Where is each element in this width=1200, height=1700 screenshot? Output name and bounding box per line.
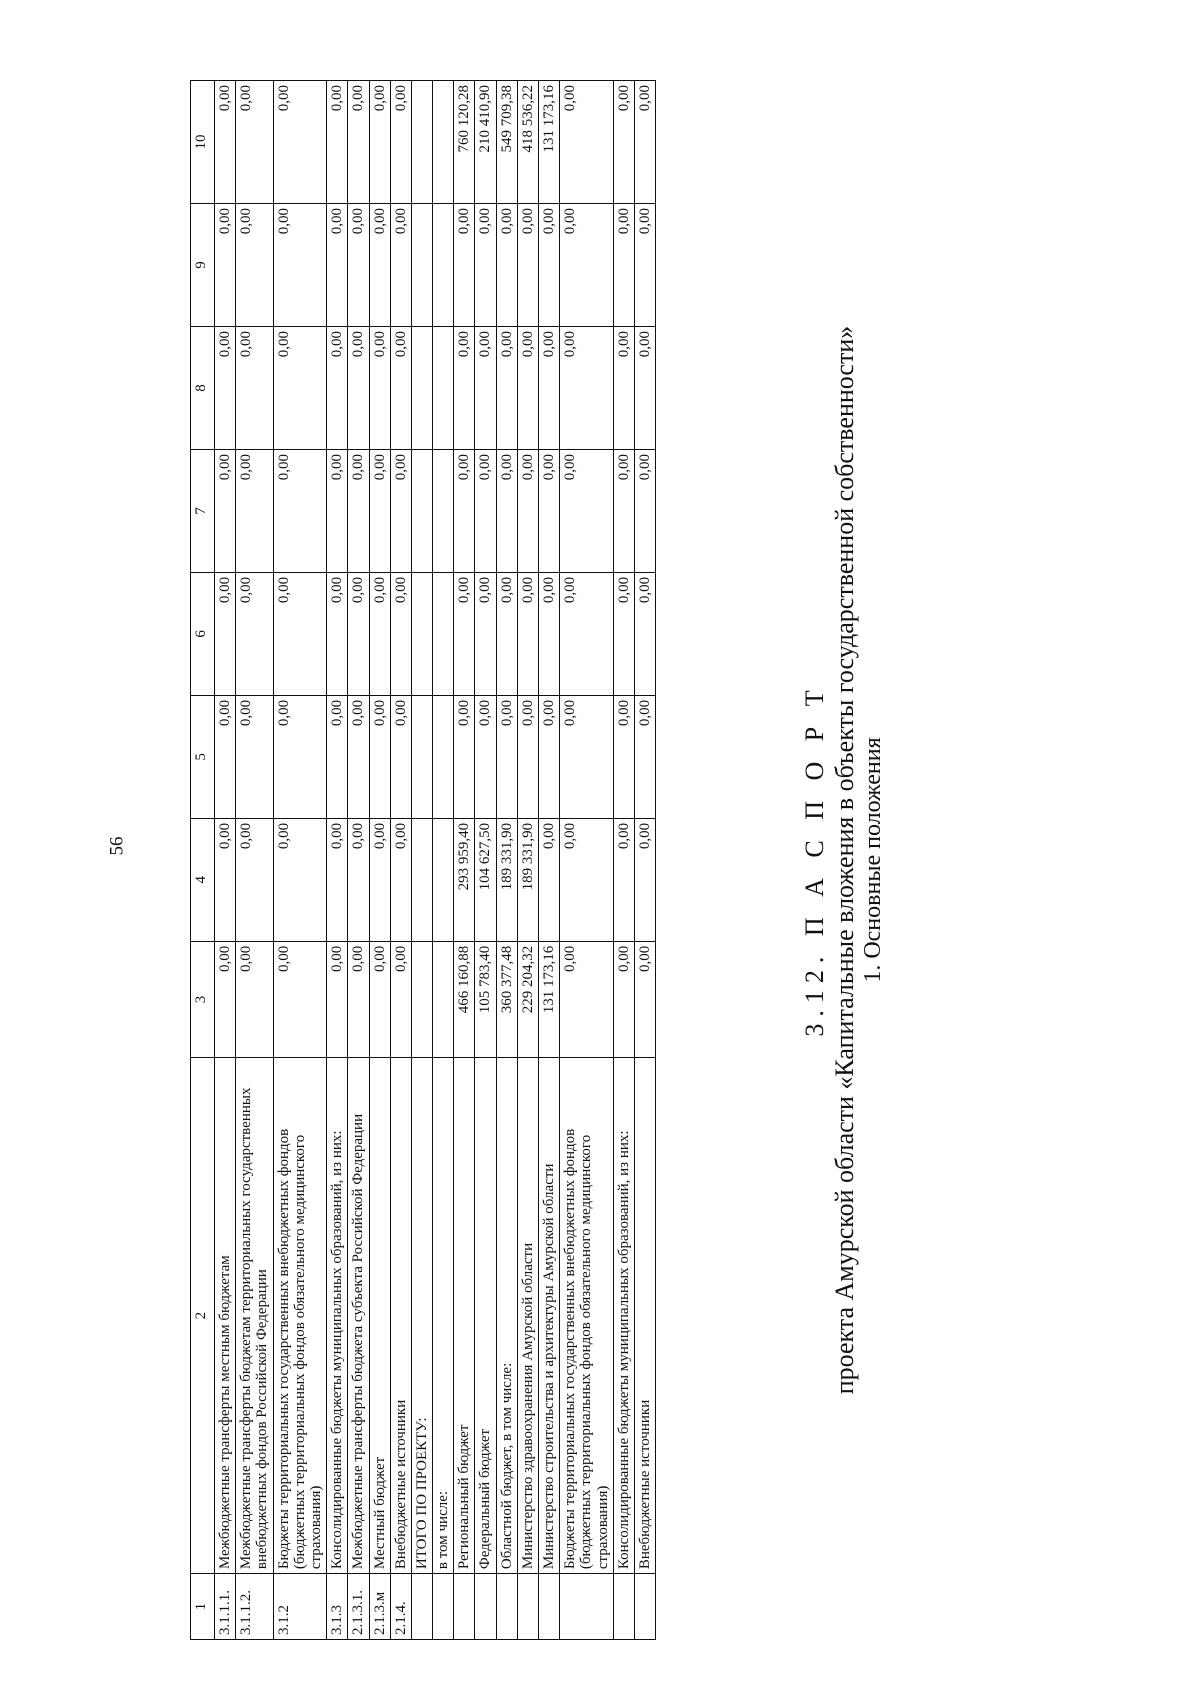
value-cell: 0,00 [613,572,634,695]
value-cell: 189 331,90 [517,818,538,941]
value-cell: 229 204,32 [517,941,538,1057]
row-label-cell: Межбюджетные трансферты местным бюджетам [215,1058,236,1574]
header-cell: 8 [191,327,215,450]
value-cell: 0,00 [475,449,496,572]
passport-project-title: проекта Амурской области «Капитальные вложения в объекты государственной собственности» [830,325,859,1395]
row-label-cell: Консолидированные бюджеты муниципальных образований, из них: [613,1058,634,1574]
value-cell: 0,00 [613,81,634,204]
value-cell [411,695,432,818]
value-cell: 0,00 [369,695,390,818]
table-row [475,81,496,1640]
value-cell: 104 627,50 [475,818,496,941]
value-cell: 0,00 [454,204,475,327]
value-cell: 0,00 [634,695,655,818]
value-cell: 0,00 [215,818,236,941]
row-code-cell: 2.1.3.м [369,1574,390,1640]
value-cell: 131 173,16 [539,941,560,1057]
value-cell: 0,00 [613,449,634,572]
row-label-cell: Федеральный бюджет [475,1058,496,1574]
value-cell: 0,00 [327,327,348,450]
value-cell: 0,00 [613,204,634,327]
row-code-cell [539,1574,560,1640]
value-cell: 0,00 [327,204,348,327]
value-cell: 0,00 [539,327,560,450]
value-cell: 0,00 [613,941,634,1057]
row-code-cell [433,1574,454,1640]
value-cell: 466 160,88 [454,941,475,1057]
row-code-cell: 3.1.1.2. [236,1574,273,1640]
value-cell: 0,00 [273,204,327,327]
value-cell: 0,00 [215,204,236,327]
row-label-cell: Министерство строительства и архитектуры Амурской области [539,1058,560,1574]
value-cell: 0,00 [390,81,411,204]
row-code-cell: 2.1.3.1. [348,1574,369,1640]
value-cell: 0,00 [369,81,390,204]
passport-number-title: 3.12. П А С П О Р Т [800,683,829,1037]
value-cell: 0,00 [539,818,560,941]
value-cell: 0,00 [475,204,496,327]
value-cell: 0,00 [236,449,273,572]
value-cell: 0,00 [634,449,655,572]
value-cell: 0,00 [560,695,614,818]
value-cell: 0,00 [236,695,273,818]
header-cell: 1 [191,1574,215,1640]
value-cell: 0,00 [454,449,475,572]
value-cell: 0,00 [348,695,369,818]
value-cell: 0,00 [560,327,614,450]
value-cell: 0,00 [475,695,496,818]
value-cell: 0,00 [369,941,390,1057]
value-cell: 0,00 [236,204,273,327]
row-code-cell [517,1574,538,1640]
value-cell: 0,00 [613,327,634,450]
header-cell: 2 [191,1058,215,1574]
value-cell: 0,00 [517,572,538,695]
header-cell: 6 [191,572,215,695]
value-cell: 0,00 [539,572,560,695]
value-cell: 0,00 [327,449,348,572]
value-cell: 0,00 [634,572,655,695]
value-cell: 0,00 [496,449,517,572]
value-cell: 0,00 [327,818,348,941]
value-cell: 0,00 [236,81,273,204]
value-cell [433,572,454,695]
value-cell: 0,00 [634,204,655,327]
value-cell: 0,00 [390,572,411,695]
table-row [327,81,348,1640]
value-cell: 0,00 [369,818,390,941]
row-code-cell: 3.1.2 [273,1574,327,1640]
row-code-cell: 3.1.3 [327,1574,348,1640]
value-cell: 0,00 [236,327,273,450]
value-cell: 0,00 [390,204,411,327]
table-row [496,81,517,1640]
value-cell [411,572,432,695]
table-row [613,81,634,1640]
value-cell: 760 120,28 [454,81,475,204]
value-cell: 0,00 [634,941,655,1057]
value-cell: 0,00 [517,449,538,572]
value-cell [433,327,454,450]
value-cell: 0,00 [327,941,348,1057]
finance-table [190,80,656,1640]
value-cell: 0,00 [539,695,560,818]
table-row [454,81,475,1640]
table-row [348,81,369,1640]
value-cell: 293 959,40 [454,818,475,941]
row-label-cell: Министерство здравоохранения Амурской области [517,1058,538,1574]
value-cell: 0,00 [390,695,411,818]
value-cell: 0,00 [348,572,369,695]
value-cell: 0,00 [215,327,236,450]
value-cell: 0,00 [327,572,348,695]
table-row [560,81,614,1640]
value-cell [411,941,432,1057]
value-cell: 0,00 [369,327,390,450]
header-cell: 3 [191,941,215,1057]
value-cell: 418 536,22 [517,81,538,204]
value-cell: 0,00 [348,327,369,450]
row-label-cell: в том числе: [433,1058,454,1574]
value-cell: 0,00 [273,327,327,450]
value-cell: 0,00 [496,204,517,327]
row-label-cell: Областной бюджет, в том числе: [496,1058,517,1574]
value-cell: 0,00 [236,941,273,1057]
value-cell: 0,00 [390,449,411,572]
value-cell: 0,00 [634,327,655,450]
value-cell: 0,00 [273,449,327,572]
value-cell: 0,00 [348,941,369,1057]
value-cell [411,818,432,941]
row-code-cell [475,1574,496,1640]
value-cell: 0,00 [273,572,327,695]
value-cell: 0,00 [327,695,348,818]
row-label-cell: Бюджеты территориальных государственных внебюджетных фондов (бюджетных территориальных фондов обязательного медицинского страхования) [273,1058,327,1574]
value-cell: 0,00 [560,449,614,572]
table-row [369,81,390,1640]
value-cell: 105 783,40 [475,941,496,1057]
table-row [539,81,560,1640]
value-cell: 0,00 [454,695,475,818]
value-cell: 0,00 [390,327,411,450]
value-cell: 0,00 [348,449,369,572]
value-cell: 0,00 [348,204,369,327]
value-cell: 0,00 [215,81,236,204]
value-cell: 0,00 [560,81,614,204]
value-cell: 0,00 [539,204,560,327]
value-cell: 0,00 [517,204,538,327]
value-cell: 0,00 [613,818,634,941]
value-cell: 131 173,16 [539,81,560,204]
value-cell: 0,00 [475,572,496,695]
value-cell: 0,00 [496,695,517,818]
value-cell: 0,00 [496,327,517,450]
value-cell: 0,00 [454,572,475,695]
value-cell: 0,00 [454,327,475,450]
table-header-row [191,81,215,1640]
page-number: 56 [106,836,128,856]
value-cell: 0,00 [475,327,496,450]
table-row [390,81,411,1640]
value-cell: 0,00 [496,572,517,695]
value-cell: 0,00 [560,204,614,327]
value-cell [411,449,432,572]
table-row [273,81,327,1640]
header-cell: 10 [191,81,215,204]
row-label-cell: Внебюджетные источники [390,1058,411,1574]
value-cell [433,941,454,1057]
table-row [517,81,538,1640]
header-cell: 4 [191,818,215,941]
header-cell: 7 [191,449,215,572]
value-cell: 0,00 [560,818,614,941]
row-label-cell: Консолидированные бюджеты муниципальных образований, из них: [327,1058,348,1574]
section-title: 1. Основные положения [860,737,886,983]
row-label-cell: Межбюджетные трансферты бюджетам территориальных государственных внебюджетных фондов Российской Федерации [236,1058,273,1574]
header-cell: 5 [191,695,215,818]
value-cell [433,818,454,941]
row-label-cell: Местный бюджет [369,1058,390,1574]
finance-table-body [191,81,656,1640]
value-cell: 0,00 [390,818,411,941]
value-cell: 0,00 [273,695,327,818]
value-cell [433,81,454,204]
value-cell: 360 377,48 [496,941,517,1057]
value-cell: 0,00 [273,818,327,941]
value-cell: 0,00 [539,449,560,572]
value-cell: 0,00 [390,941,411,1057]
value-cell: 0,00 [348,818,369,941]
row-code-cell [454,1574,475,1640]
row-code-cell [613,1574,634,1640]
value-cell: 0,00 [369,204,390,327]
value-cell: 0,00 [273,941,327,1057]
value-cell: 210 410,90 [475,81,496,204]
table-row [236,81,273,1640]
value-cell: 189 331,90 [496,818,517,941]
value-cell: 0,00 [236,818,273,941]
row-label-cell: Бюджеты территориальных государственных внебюджетных фондов (бюджетных территориальных фондов обязательного медицинского страхования) [560,1058,614,1574]
passport-title-block [800,80,887,1640]
value-cell: 0,00 [517,695,538,818]
rotated-page-content [190,80,950,1640]
row-label-cell: Межбюджетные трансферты бюджета субъекта Российской Федерации [348,1058,369,1574]
value-cell [433,695,454,818]
row-label-cell: Региональный бюджет [454,1058,475,1574]
table-row [433,81,454,1640]
value-cell: 0,00 [215,941,236,1057]
value-cell: 549 709,38 [496,81,517,204]
row-code-cell [411,1574,432,1640]
value-cell: 0,00 [634,81,655,204]
value-cell: 0,00 [560,941,614,1057]
value-cell [433,204,454,327]
value-cell: 0,00 [327,81,348,204]
row-code-cell [634,1574,655,1640]
value-cell: 0,00 [369,449,390,572]
value-cell: 0,00 [236,572,273,695]
value-cell: 0,00 [215,572,236,695]
row-label-cell: Внебюджетные источники [634,1058,655,1574]
value-cell: 0,00 [215,695,236,818]
value-cell [411,327,432,450]
value-cell [433,449,454,572]
row-code-cell [560,1574,614,1640]
table-row [215,81,236,1640]
table-row [411,81,432,1640]
header-cell: 9 [191,204,215,327]
value-cell: 0,00 [369,572,390,695]
row-label-cell: ИТОГО ПО ПРОЕКТУ: [411,1058,432,1574]
table-row [634,81,655,1640]
value-cell: 0,00 [273,81,327,204]
row-code-cell: 2.1.4. [390,1574,411,1640]
value-cell: 0,00 [215,449,236,572]
value-cell: 0,00 [348,81,369,204]
row-code-cell [496,1574,517,1640]
value-cell: 0,00 [613,695,634,818]
value-cell: 0,00 [634,818,655,941]
value-cell: 0,00 [560,572,614,695]
value-cell: 0,00 [517,327,538,450]
row-code-cell: 3.1.1.1. [215,1574,236,1640]
value-cell [411,204,432,327]
value-cell [411,81,432,204]
